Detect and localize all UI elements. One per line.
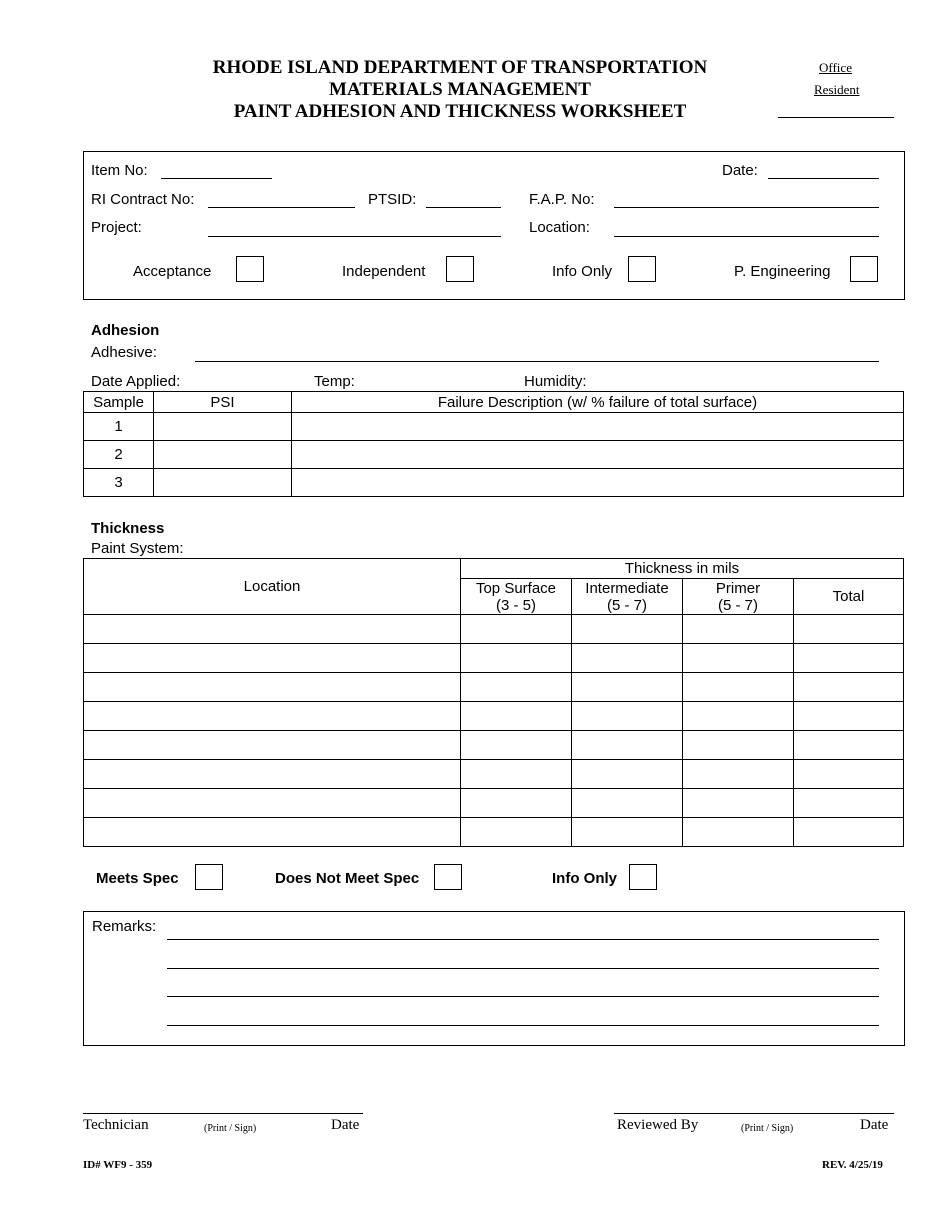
location-cell[interactable] <box>84 818 461 847</box>
table-row <box>84 441 904 469</box>
contract-no-field[interactable] <box>208 207 355 208</box>
total-column-header: Total <box>794 579 904 615</box>
date-label: Date: <box>722 162 758 179</box>
ptsid-label: PTSID: <box>368 191 417 208</box>
table-row <box>84 702 904 731</box>
location-cell[interactable] <box>84 615 461 644</box>
location-column-header: Location <box>84 559 461 615</box>
technician-print-sign: (Print / Sign) <box>204 1123 257 1134</box>
intermediate-cell[interactable] <box>572 673 683 702</box>
top-surface-cell[interactable] <box>461 615 572 644</box>
adhesion-heading: Adhesion <box>91 322 160 339</box>
paint-system-label: Paint System: <box>91 540 184 557</box>
psi-column-header: PSI <box>154 392 292 413</box>
location-cell[interactable] <box>84 731 461 760</box>
independent-checkbox[interactable] <box>446 256 474 282</box>
intermediate-cell[interactable] <box>572 644 683 673</box>
top-surface-cell[interactable] <box>461 702 572 731</box>
office-label: Office <box>819 60 852 75</box>
p-engineering-checkbox[interactable] <box>850 256 878 282</box>
item-no-field[interactable] <box>161 178 272 179</box>
location-cell[interactable] <box>84 644 461 673</box>
p-engineering-label: P. Engineering <box>734 263 831 280</box>
technician-signature-line[interactable] <box>83 1113 363 1114</box>
ptsid-field[interactable] <box>426 207 501 208</box>
remarks-line[interactable] <box>167 939 879 940</box>
adhesive-field[interactable] <box>195 361 879 362</box>
total-cell[interactable] <box>794 615 904 644</box>
primer-cell[interactable] <box>683 789 794 818</box>
adhesive-label: Adhesive: <box>91 344 157 361</box>
revision-date: REV. 4/25/19 <box>822 1159 883 1171</box>
primer-cell[interactable] <box>683 702 794 731</box>
primer-cell[interactable] <box>683 818 794 847</box>
reviewer-print-sign: (Print / Sign) <box>741 1123 794 1134</box>
table-row <box>84 469 904 497</box>
table-row <box>84 731 904 760</box>
resident-label: Resident <box>814 82 860 97</box>
top-surface-column-header <box>461 579 572 615</box>
total-cell[interactable] <box>794 702 904 731</box>
location-field[interactable] <box>614 236 879 237</box>
info-only-label: Info Only <box>552 263 613 280</box>
primer-cell[interactable] <box>683 673 794 702</box>
failure-description-cell[interactable] <box>292 441 904 469</box>
independent-label: Independent <box>342 263 426 280</box>
meets-spec-label: Meets Spec <box>96 870 179 887</box>
reviewed-by-label: Reviewed By <box>617 1117 699 1133</box>
location-cell[interactable] <box>84 789 461 818</box>
form-id: ID# WF9 - 359 <box>83 1159 153 1171</box>
failure-description-cell[interactable] <box>292 413 904 441</box>
remarks-line[interactable] <box>167 1025 879 1026</box>
fap-no-label: F.A.P. No: <box>529 191 595 208</box>
sample-number: 1 <box>84 413 154 441</box>
intermediate-label: Intermediate <box>585 579 669 597</box>
total-cell[interactable] <box>794 731 904 760</box>
primer-label: Primer <box>715 579 761 597</box>
thickness-header-row <box>84 559 904 579</box>
item-no-label: Item No: <box>91 162 148 179</box>
top-surface-label: Top Surface <box>475 579 557 597</box>
temp-label: Temp: <box>314 373 355 390</box>
adhesion-table <box>83 391 904 497</box>
top-surface-cell[interactable] <box>461 760 572 789</box>
location-cell[interactable] <box>84 702 461 731</box>
psi-cell[interactable] <box>154 441 292 469</box>
date-applied-label: Date Applied: <box>91 373 181 390</box>
psi-cell[interactable] <box>154 469 292 497</box>
table-row <box>84 789 904 818</box>
office-resident-line[interactable] <box>778 117 894 118</box>
total-cell[interactable] <box>794 789 904 818</box>
total-cell[interactable] <box>794 818 904 847</box>
location-cell[interactable] <box>84 673 461 702</box>
intermediate-cell[interactable] <box>572 702 683 731</box>
thickness-heading: Thickness <box>91 520 165 537</box>
humidity-label: Humidity: <box>524 373 587 390</box>
intermediate-cell[interactable] <box>572 615 683 644</box>
reviewer-date-label: Date <box>860 1117 889 1133</box>
sample-column-header: Sample <box>84 392 154 413</box>
contract-no-label: RI Contract No: <box>91 191 195 208</box>
info-only-checkbox[interactable] <box>628 256 656 282</box>
intermediate-cell[interactable] <box>572 818 683 847</box>
technician-date-label: Date <box>331 1117 360 1133</box>
fap-no-field[interactable] <box>614 207 879 208</box>
header-title-line2: MATERIALS MANAGEMENT <box>329 79 591 100</box>
does-not-meet-spec-label: Does Not Meet Spec <box>275 870 420 887</box>
primer-range: (5 - 7) <box>717 596 758 614</box>
total-cell[interactable] <box>794 644 904 673</box>
remarks-label: Remarks: <box>92 918 157 935</box>
total-cell[interactable] <box>794 673 904 702</box>
location-label: Location: <box>529 219 590 236</box>
top-surface-range: (3 - 5) <box>495 596 536 614</box>
remarks-line[interactable] <box>167 968 879 969</box>
top-surface-cell[interactable] <box>461 731 572 760</box>
meets-spec-checkbox[interactable] <box>195 864 223 890</box>
thickness-table <box>83 558 904 847</box>
table-row <box>84 673 904 702</box>
sample-number: 2 <box>84 441 154 469</box>
table-row <box>84 818 904 847</box>
psi-cell[interactable] <box>154 413 292 441</box>
top-surface-cell[interactable] <box>461 673 572 702</box>
failure-description-cell[interactable] <box>292 469 904 497</box>
table-row <box>84 644 904 673</box>
project-field[interactable] <box>208 236 501 237</box>
reviewer-signature-line[interactable] <box>614 1113 894 1114</box>
top-surface-cell[interactable] <box>461 818 572 847</box>
failure-description-column-header: Failure Description (w/ % failure of total surface) <box>292 392 904 413</box>
spec-info-only-checkbox[interactable] <box>629 864 657 890</box>
primer-cell[interactable] <box>683 731 794 760</box>
does-not-meet-spec-checkbox[interactable] <box>434 864 462 890</box>
primer-cell[interactable] <box>683 644 794 673</box>
intermediate-column-header <box>572 579 683 615</box>
table-row <box>84 760 904 789</box>
header-title-line1: RHODE ISLAND DEPARTMENT OF TRANSPORTATION <box>212 57 708 78</box>
intermediate-range: (5 - 7) <box>606 596 647 614</box>
primer-column-header <box>683 579 794 615</box>
thickness-group-header: Thickness in mils <box>461 559 904 579</box>
acceptance-checkbox[interactable] <box>236 256 264 282</box>
top-surface-cell[interactable] <box>461 644 572 673</box>
date-field[interactable] <box>768 178 879 179</box>
intermediate-cell[interactable] <box>572 789 683 818</box>
header-title-line3: PAINT ADHESION AND THICKNESS WORKSHEET <box>233 101 687 122</box>
table-row <box>84 615 904 644</box>
adhesion-header-row <box>84 392 904 413</box>
primer-cell[interactable] <box>683 760 794 789</box>
remarks-line[interactable] <box>167 996 879 997</box>
intermediate-cell[interactable] <box>572 731 683 760</box>
spec-info-only-label: Info Only <box>552 870 617 887</box>
total-cell[interactable] <box>794 760 904 789</box>
location-cell[interactable] <box>84 760 461 789</box>
table-row <box>84 413 904 441</box>
acceptance-label: Acceptance <box>133 263 212 280</box>
sample-number: 3 <box>84 469 154 497</box>
intermediate-cell[interactable] <box>572 760 683 789</box>
project-label: Project: <box>91 219 142 236</box>
top-surface-cell[interactable] <box>461 789 572 818</box>
primer-cell[interactable] <box>683 615 794 644</box>
technician-label: Technician <box>83 1117 149 1133</box>
